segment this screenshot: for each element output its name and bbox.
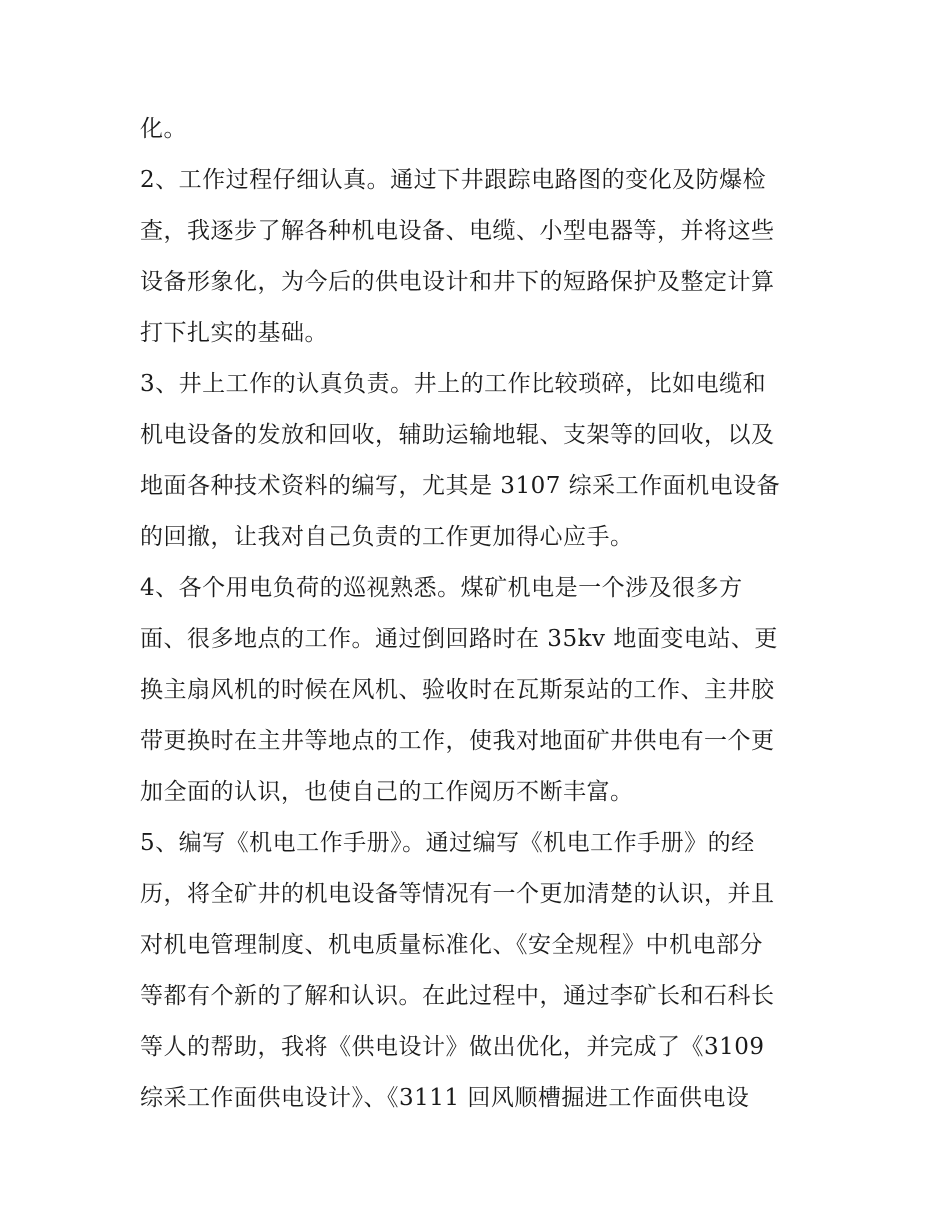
text-line: 等都有个新的了解和认识。在此过程中，通过李矿长和石科长: [140, 983, 775, 1009]
text-line: 历，将全矿井的机电设备等情况有一个更加清楚的认识，并且: [140, 881, 775, 907]
text-line: 3、井上工作的认真负责。井上的工作比较琐碎，比如电缆和: [140, 371, 767, 397]
text-line: 机电设备的发放和回收，辅助运输地辊、支架等的回收，以及: [140, 422, 775, 448]
text-line: 地面各种技术资料的编写，尤其是 3107 综采工作面机电设备: [140, 473, 781, 499]
text-line: 对机电管理制度、机电质量标准化、《安全规程》中机电部分: [140, 932, 763, 958]
document-body: [140, 104, 820, 1124]
text-line: 的回撤，让我对自己负责的工作更加得心应手。: [140, 524, 634, 550]
text-line: 加全面的认识，也使自己的工作阅历不断丰富。: [140, 779, 634, 805]
text-line: 换主扇风机的时候在风机、验收时在瓦斯泵站的工作、主井胶: [140, 677, 775, 703]
text-line: 查，我逐步了解各种机电设备、电缆、小型电器等，并将这些: [140, 218, 775, 244]
text-line: 2、工作过程仔细认真。通过下井跟踪电路图的变化及防爆检: [140, 167, 767, 193]
text-line: 综采工作面供电设计》、《3111 回风顺槽掘进工作面供电设: [140, 1085, 750, 1111]
text-line: 化。: [140, 116, 187, 142]
text-line: 面、很多地点的工作。通过倒回路时在 35kv 地面变电站、更: [140, 626, 778, 652]
text-line: 设备形象化，为今后的供电设计和井下的短路保护及整定计算: [140, 269, 775, 295]
text-line: 5、编写《机电工作手册》。通过编写《机电工作手册》的经: [140, 830, 755, 856]
text-line: 4、各个用电负荷的巡视熟悉。煤矿机电是一个涉及很多方: [140, 575, 743, 601]
text-line: 带更换时在主井等地点的工作，使我对地面矿井供电有一个更: [140, 728, 775, 754]
text-line: 打下扎实的基础。: [140, 320, 328, 346]
text-line: 等人的帮助，我将《供电设计》做出优化，并完成了《3109: [140, 1034, 765, 1060]
